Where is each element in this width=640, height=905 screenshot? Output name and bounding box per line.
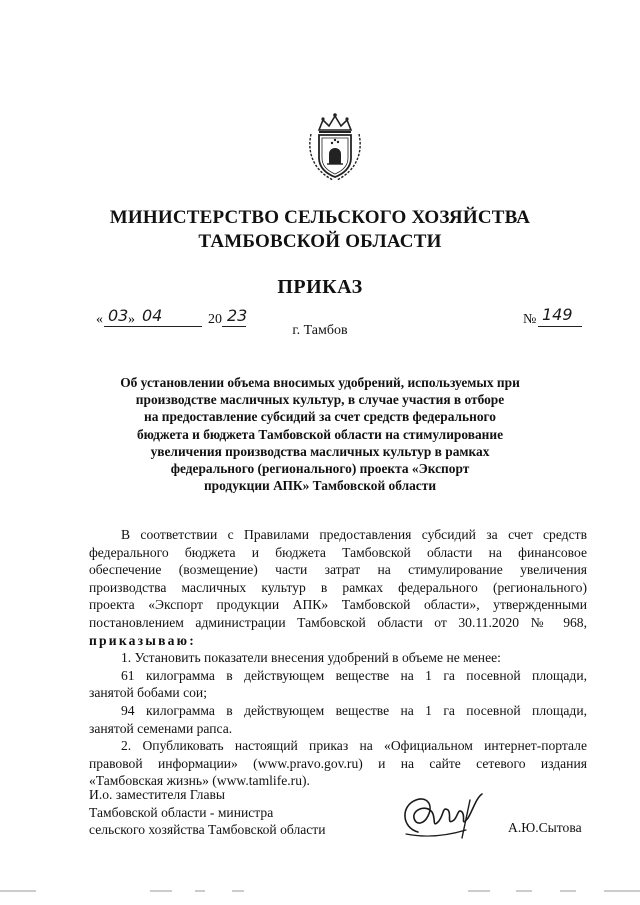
date-day: 03 [108, 306, 129, 325]
preamble-line: постановлением администрации Тамбовской области от 30.11.2020 № 968, [89, 614, 587, 630]
title-line: продукции АПК» Тамбовской области [203, 478, 437, 494]
ministry-line: МИНИСТЕРСТВО СЕЛЬСКОГО ХОЗЯЙСТВА [109, 207, 531, 228]
title-line: увеличения производства масличных культур в рамках [150, 443, 490, 459]
date-month: 04 [142, 306, 163, 325]
scan-footer-marks [0, 888, 640, 898]
tambov-coat-of-arms-icon [305, 112, 365, 184]
date-open-quote: « [96, 312, 103, 327]
document-number: 149 [542, 305, 573, 324]
number-label: № [523, 312, 537, 327]
item-2-line: правовой информации» (www.pravo.gov.ru) и на сайте сетевого издания [89, 755, 587, 771]
signer-position-line: Тамбовской области - министра [89, 804, 274, 820]
ministry-name [0, 206, 640, 254]
item-2-line: «Тамбовская жизнь» (www.tamlife.ru). [89, 773, 310, 789]
title-line: на предоставление субсидий за счет средств федерального [144, 409, 496, 425]
handwritten-signature [396, 788, 496, 844]
item-1: 1. Установить показатели внесения удобрений в объеме не менее: [121, 650, 501, 666]
title-line: производстве масличных культур, в случае участия в отборе [135, 392, 505, 408]
preamble-line: обеспечение (возмещение) части затрат на стимулирование увеличения [89, 562, 587, 578]
order-title [100, 374, 540, 494]
date-year: 23 [227, 306, 248, 325]
order-body [89, 526, 587, 790]
title-line: бюджета и бюджета Тамбовской области на стимулирование [136, 426, 504, 442]
date-close-quote: » [128, 312, 135, 327]
signer-position-line: И.о. заместителя Главы [89, 787, 226, 802]
signer-position-line: сельского хозяйства Тамбовской области [89, 822, 326, 838]
signer-name: А.Ю.Сытова [508, 820, 582, 835]
ministry-line: ТАМБОВСКОЙ ОБЛАСТИ [198, 231, 442, 252]
document-type: ПРИКАЗ [277, 276, 363, 298]
preamble-line: проекта «Экспорт продукции АПК» Тамбовской области», утвержденными [89, 597, 587, 613]
rape-line: занятой семенами рапса. [89, 720, 233, 736]
preamble-line: В соответствии с Правилами предоставления субсидий за счет средств [121, 527, 587, 542]
title-line: Об установлении объема вносимых удобрений, используемых при [120, 375, 520, 390]
title-line: федерального (регионального) проекта «Экспорт [170, 461, 470, 477]
preamble-line: производства масличных культур в рамках федерального (регионального) [89, 579, 587, 595]
order-word: приказываю: [89, 632, 196, 648]
preamble-line: федерального бюджета и бюджета Тамбовской области на финансовое [89, 544, 587, 560]
date-century: 20 [208, 312, 222, 327]
rape-line: 94 килограмма в действующем веществе на 1 га посевной площади, [121, 702, 587, 718]
item-2-line: 2. Опубликовать настоящий приказ на «Официальном интернет-портале [121, 738, 587, 754]
soy-line: 61 килограмма в действующем веществе на 1 га посевной площади, [121, 667, 587, 683]
soy-line: занятой бобами сои; [89, 685, 207, 701]
city: г. Тамбов [292, 323, 348, 338]
signer-position [89, 786, 326, 839]
